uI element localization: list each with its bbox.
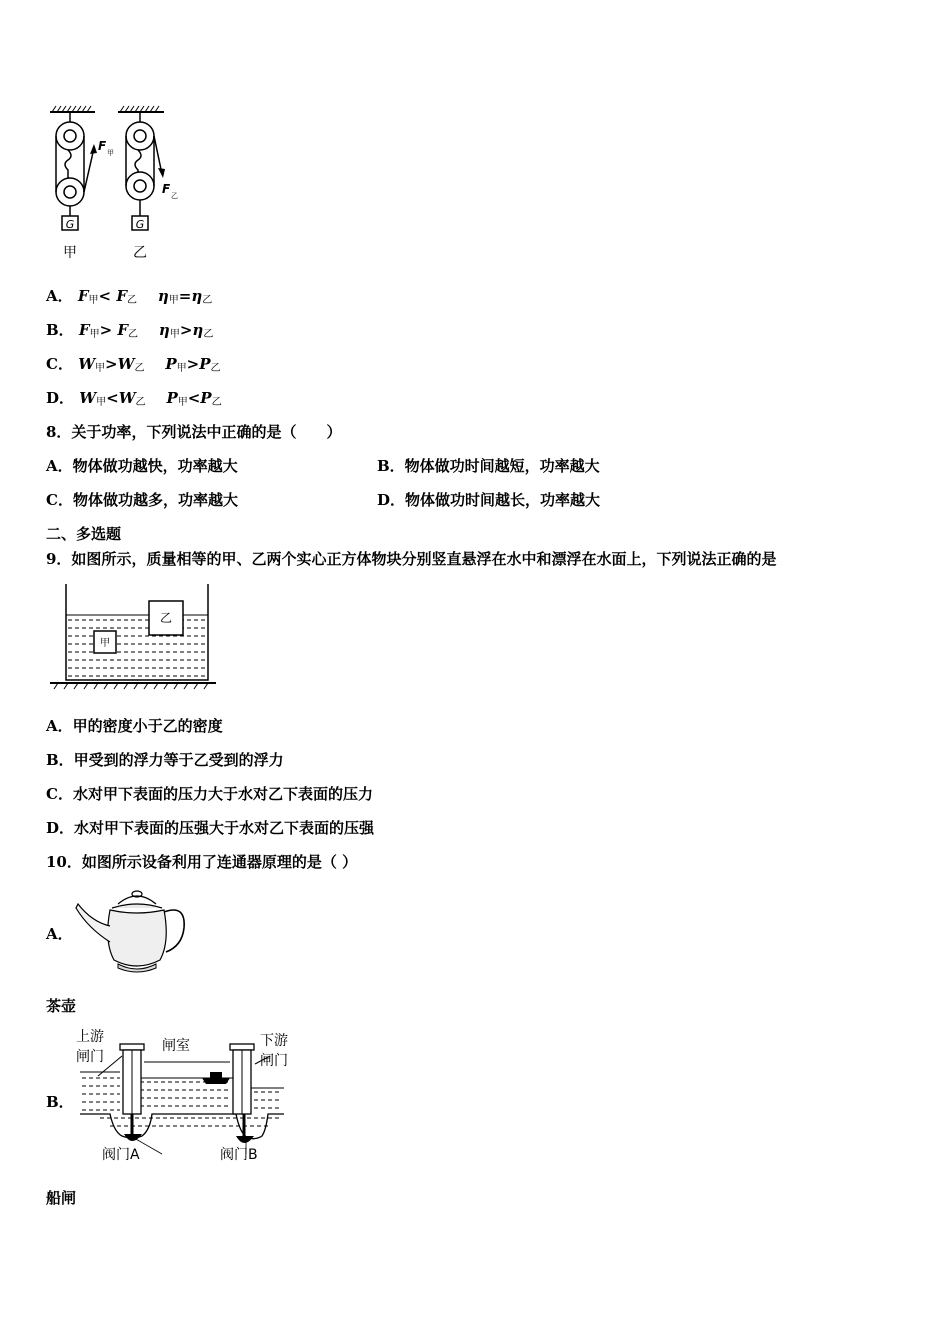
q9-option-a[interactable]: A．甲的密度小于乙的密度 (46, 717, 223, 735)
lock-upper-gate-2: 闸门 (76, 1049, 104, 1065)
jia-caption: 甲 (63, 245, 77, 261)
lock-valve-a: 阀门A (102, 1147, 140, 1163)
ship-lock-figure (70, 1026, 310, 1168)
q10-option-b-letter[interactable]: B． (46, 1093, 74, 1111)
q7-option-d[interactable]: D． $W_甲<W_乙$ $P_甲<P_乙$ (46, 389, 222, 408)
q8-option-c[interactable]: C．物体做功越多，功率越大 (46, 491, 238, 509)
q10-option-a-letter[interactable]: A． (46, 925, 73, 943)
teapot-figure (74, 882, 190, 978)
f-yi-label: F (162, 182, 171, 196)
pulley-figure (40, 100, 200, 270)
yi-caption: 乙 (133, 245, 147, 261)
lock-chamber: 闸室 (162, 1038, 190, 1054)
q9-option-d[interactable]: D．水对甲下表面的压强大于水对乙下表面的压强 (46, 819, 375, 837)
q8-option-d[interactable]: D．物体做功时间越长，功率越大 (377, 491, 601, 509)
g-label: G (65, 218, 75, 231)
section-heading: 二、多选题 (46, 525, 122, 543)
q9-option-c[interactable]: C．水对甲下表面的压力大于水对乙下表面的压力 (46, 785, 373, 803)
f-jia-sub: 甲 (107, 149, 114, 157)
f-jia-label: F (98, 139, 107, 153)
lock-lower-gate-1: 下游 (260, 1033, 288, 1049)
q9-stem: 9．如图所示，质量相等的甲、乙两个实心正方体物块分别竖直悬浮在水中和漂浮在水面上，下列说法正确的是 (46, 550, 777, 568)
lock-lower-gate-2: 闸门 (260, 1053, 288, 1069)
q7-option-c[interactable]: C． $W_甲>W_乙$ $P_甲>P_乙$ (46, 355, 221, 374)
block-yi-label: 乙 (159, 611, 173, 625)
q10-option-a-caption: 茶壶 (46, 997, 77, 1015)
block-jia-label: 甲 (100, 638, 110, 649)
tank-figure (48, 582, 220, 690)
q8-option-b[interactable]: B．物体做功时间越短，功率越大 (377, 457, 600, 475)
q10-stem: 10．如图所示设备利用了连通器原理的是（ ） (46, 853, 358, 871)
q7-option-a[interactable]: A． $F_甲< F_乙$ $\eta_甲=\eta_乙$ (46, 287, 213, 306)
q9-option-b[interactable]: B．甲受到的浮力等于乙受到的浮力 (46, 751, 284, 769)
q8-stem: 8．关于功率，下列说法中正确的是（ ） (46, 423, 342, 441)
f-yi-sub: 乙 (171, 192, 178, 200)
g-label-2: G (135, 218, 145, 231)
lock-upper-gate-1: 上游 (76, 1029, 104, 1045)
q10-option-b-caption: 船闸 (46, 1189, 77, 1207)
q7-option-b[interactable]: B． $F_甲> F_乙$ $\eta_甲>\eta_乙$ (46, 321, 214, 340)
q8-option-a[interactable]: A．物体做功越快，功率越大 (46, 457, 238, 475)
lock-valve-b: 阀门B (220, 1147, 258, 1163)
